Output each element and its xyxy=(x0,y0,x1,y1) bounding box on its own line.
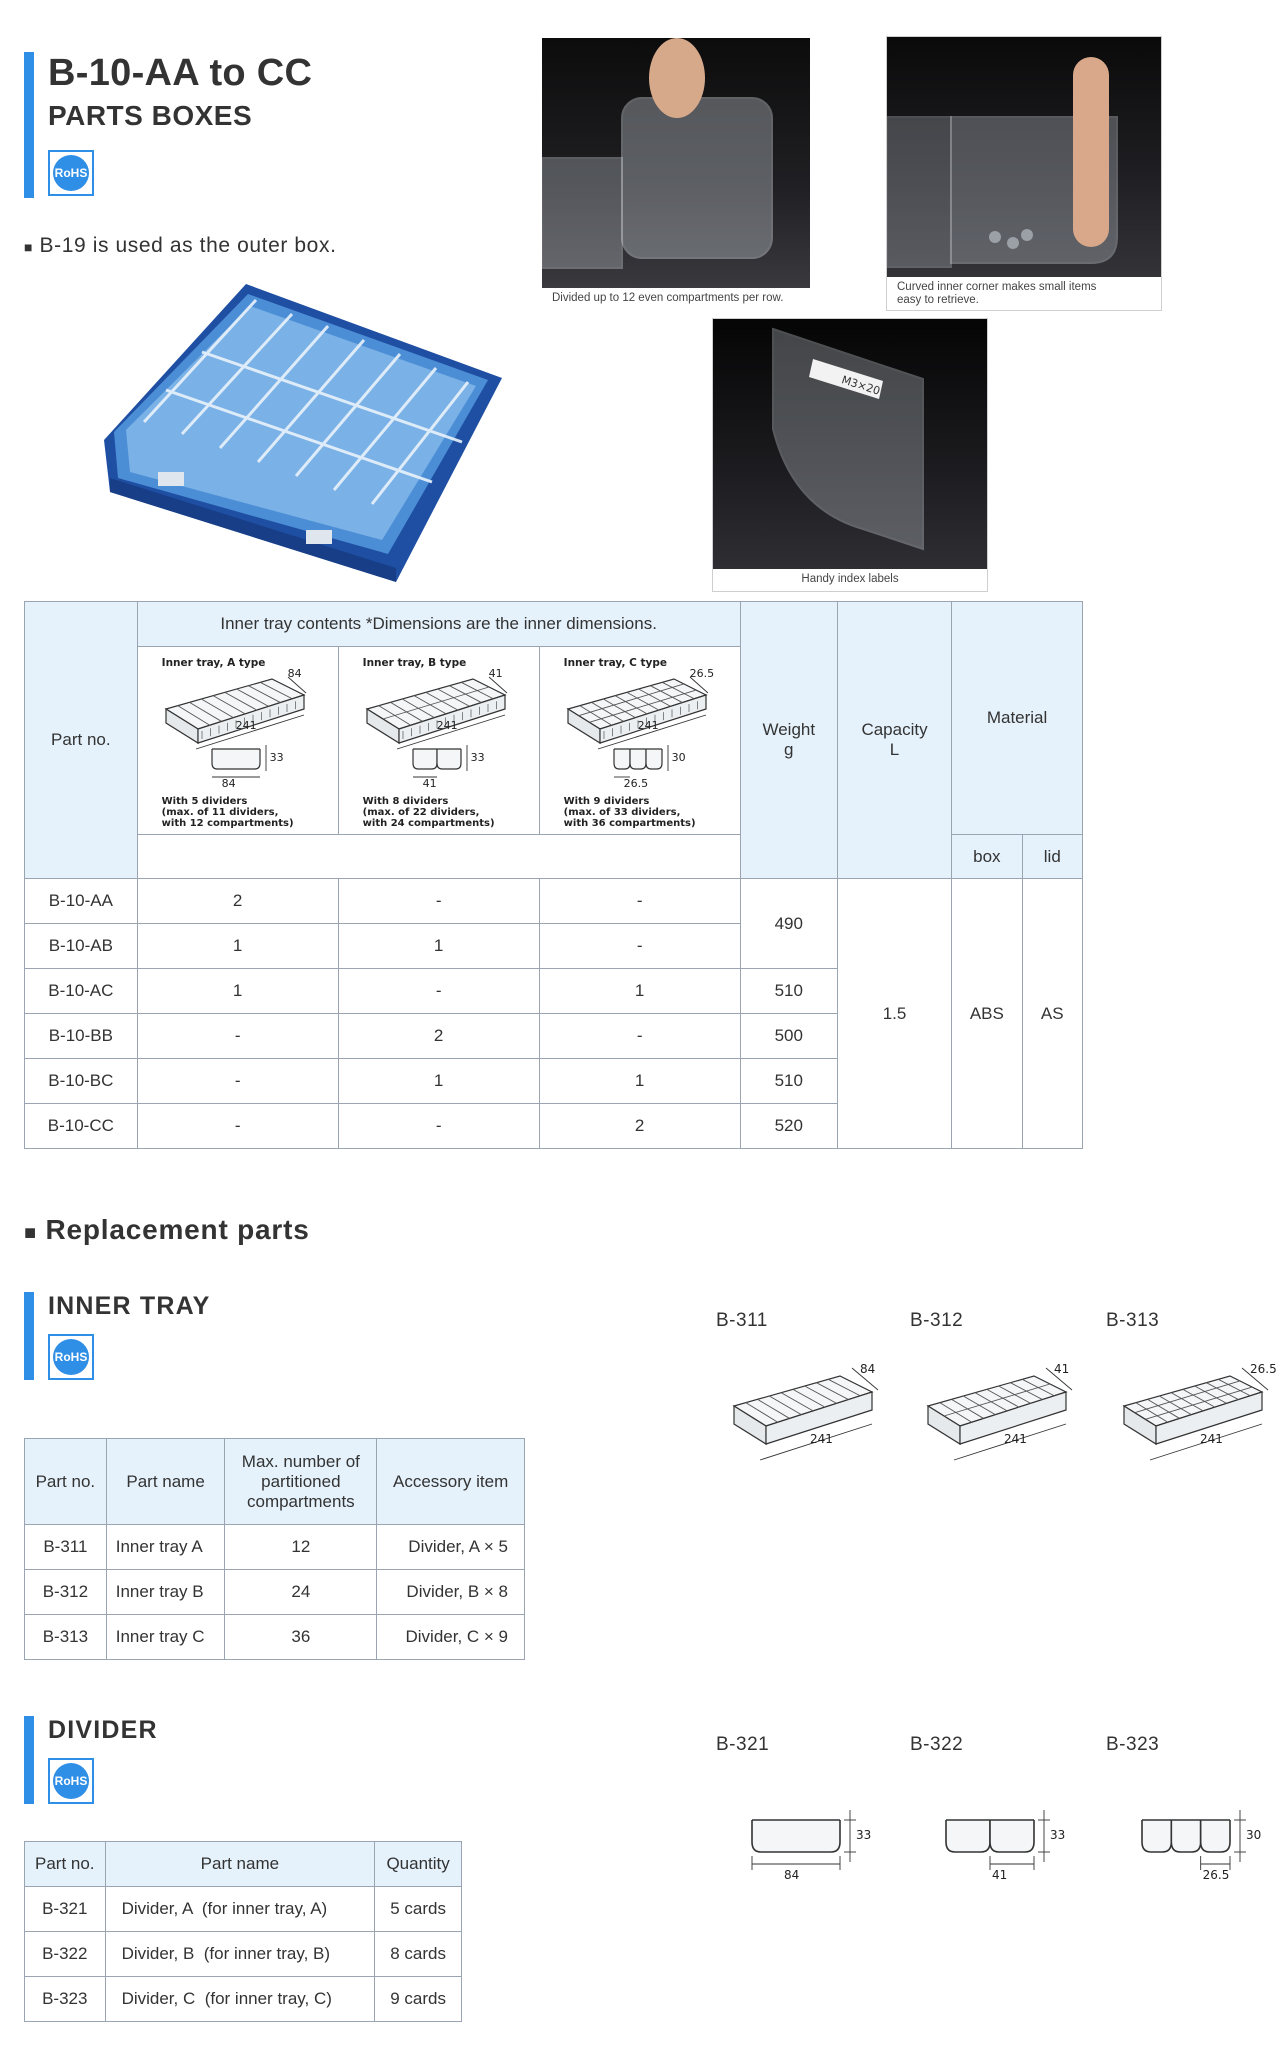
divider-qty: 9 cards xyxy=(375,1977,462,2022)
row-a: - xyxy=(137,1104,338,1149)
tray-type-title: Inner tray, C type xyxy=(563,657,667,669)
bullet-square-icon: ■ xyxy=(24,1222,37,1244)
photo-curved-corner xyxy=(886,36,1162,311)
tray-image-label: B-311 xyxy=(716,1310,768,1331)
rohs-icon xyxy=(48,1758,94,1804)
inner-tray-max: 24 xyxy=(225,1570,377,1615)
divider-image-label: B-323 xyxy=(1106,1734,1160,1755)
tray-length-dim: 241 xyxy=(436,719,458,732)
bullet-square-icon: ■ xyxy=(24,239,34,255)
header-capacity-label: Capacity xyxy=(861,720,928,739)
row-c: 1 xyxy=(539,1059,740,1104)
photo-curved-corner-caption-l2: easy to retrieve. xyxy=(897,294,979,306)
row-part: B-10-CC xyxy=(25,1104,138,1149)
row-b: - xyxy=(338,1104,539,1149)
divider-image-width-dim: 84 xyxy=(784,1868,800,1882)
divider-width-dim: 84 xyxy=(221,777,236,790)
inner-tray-name: Inner tray C xyxy=(106,1615,225,1660)
tray-image-width-dim: 84 xyxy=(860,1362,876,1376)
tray-image-label: B-312 xyxy=(910,1310,964,1331)
row-part: B-10-BB xyxy=(25,1014,138,1059)
row-part: B-10-AC xyxy=(25,969,138,1014)
tray-desc-line2: (max. of 22 dividers, xyxy=(362,807,480,818)
rohs-label: RoHS xyxy=(53,155,89,191)
inner-tray-accessory: Divider, A × 5 xyxy=(377,1525,525,1570)
header-material: Material xyxy=(952,602,1083,835)
replacement-section-title-text: Replacement parts xyxy=(45,1214,310,1245)
row-weight: 520 xyxy=(740,1104,837,1149)
inner-tray-part: B-312 xyxy=(25,1570,107,1615)
photo-curved-corner-image xyxy=(887,37,1161,277)
tray-type-b-cell xyxy=(338,647,539,835)
tray-type-diagram xyxy=(138,647,338,834)
header-capacity xyxy=(837,602,951,879)
tray-desc-line3: with 12 compartments) xyxy=(161,818,294,829)
header-part-no: Part no. xyxy=(25,602,138,879)
tray-width-dim: 84 xyxy=(287,667,302,680)
tray-image-length-dim: 241 xyxy=(1004,1432,1027,1446)
row-c: - xyxy=(539,1014,740,1059)
tray-type-a-cell xyxy=(137,647,338,835)
row-b: 1 xyxy=(338,1059,539,1104)
photo-compartments-image xyxy=(542,38,810,288)
row-c: - xyxy=(539,924,740,969)
tray-type-diagram xyxy=(339,647,539,834)
tray-type-title: Inner tray, A type xyxy=(161,657,266,669)
tray-length-dim: 241 xyxy=(637,719,659,732)
divider-height-dim: 33 xyxy=(269,751,284,764)
inner-tray-name: Inner tray B xyxy=(106,1570,225,1615)
divider-width-dim: 26.5 xyxy=(623,777,649,790)
row-b: 2 xyxy=(338,1014,539,1059)
row-b: - xyxy=(338,969,539,1014)
tray-desc-line3: with 24 compartments) xyxy=(362,818,495,829)
divider-header-name: Part name xyxy=(105,1842,375,1887)
divider-image-width-dim: 26.5 xyxy=(1202,1868,1230,1882)
row-part: B-10-AA xyxy=(25,879,138,924)
rohs-label: RoHS xyxy=(53,1763,89,1799)
divider-image-width-dim: 41 xyxy=(992,1868,1008,1882)
photo-compartments xyxy=(542,38,810,308)
row-b: 1 xyxy=(338,924,539,969)
divider-height-dim: 33 xyxy=(470,751,485,764)
row-weight: 510 xyxy=(740,969,837,1014)
main-spec-table xyxy=(24,601,1083,1149)
divider-part: B-321 xyxy=(25,1887,106,1932)
divider-qty: 8 cards xyxy=(375,1932,462,1977)
tray-width-dim: 41 xyxy=(488,667,503,680)
divider-title: DIVIDER xyxy=(48,1716,158,1744)
row-a: 2 xyxy=(137,879,338,924)
divider-image xyxy=(942,1808,1082,1888)
divider-part: B-323 xyxy=(25,1977,106,2022)
inner-tray-header-max: Max. number of partitioned compartments xyxy=(225,1439,377,1525)
inner-tray-title: INNER TRAY xyxy=(48,1292,211,1320)
row-weight: 510 xyxy=(740,1059,837,1104)
inner-tray-max: 36 xyxy=(225,1615,377,1660)
divider-image-height-dim: 33 xyxy=(856,1828,872,1842)
tray-type-c-cell xyxy=(539,647,740,835)
inner-tray-part: B-313 xyxy=(25,1615,107,1660)
inner-tray-header-accessory: Accessory item xyxy=(377,1439,525,1525)
box-material: ABS xyxy=(952,879,1022,1149)
divider-name: Divider, A (for inner tray, A) xyxy=(105,1887,375,1932)
parts-box-image xyxy=(96,282,506,584)
tray-type-diagram xyxy=(540,647,740,834)
inner-tray-accessory: Divider, C × 9 xyxy=(377,1615,525,1660)
divider-image-label: B-322 xyxy=(910,1734,964,1755)
row-c: - xyxy=(539,879,740,924)
row-c: 1 xyxy=(539,969,740,1014)
inner-tray-name: Inner tray A xyxy=(106,1525,225,1570)
divider-image-label: B-321 xyxy=(716,1734,770,1755)
row-a: 1 xyxy=(137,924,338,969)
divider-image-height-dim: 30 xyxy=(1246,1828,1262,1842)
tray-width-dim: 26.5 xyxy=(689,667,715,680)
title-accent-bar xyxy=(24,52,34,198)
header-weight-unit: g xyxy=(784,740,794,759)
tray-image-label: B-313 xyxy=(1106,1310,1160,1331)
page-title: B-10-AA to CC xyxy=(48,52,313,94)
divider-header-part: Part no. xyxy=(25,1842,106,1887)
photo-index-labels xyxy=(712,318,988,592)
inner-tray-part: B-311 xyxy=(25,1525,107,1570)
outer-box-note-text: B-19 is used as the outer box. xyxy=(39,234,337,257)
row-weight: 500 xyxy=(740,1014,837,1059)
rohs-label: RoHS xyxy=(53,1339,89,1375)
inner-tray-accent-bar xyxy=(24,1292,34,1380)
tray-desc-line3: with 36 compartments) xyxy=(563,818,696,829)
divider-name: Divider, B (for inner tray, B) xyxy=(105,1932,375,1977)
row-a: 1 xyxy=(137,969,338,1014)
photo-index-labels-caption: Handy index labels xyxy=(801,573,899,585)
photo-curved-corner-caption-l1: Curved inner corner makes small items xyxy=(897,281,1097,293)
tray-type-title: Inner tray, B type xyxy=(362,657,467,669)
inner-tray-table xyxy=(24,1438,525,1660)
tray-desc-line1: With 5 dividers xyxy=(161,796,248,807)
row-a: - xyxy=(137,1059,338,1104)
divider-table xyxy=(24,1841,462,2022)
rohs-icon xyxy=(48,1334,94,1380)
tray-image-length-dim: 241 xyxy=(1200,1432,1223,1446)
tray-image-width-dim: 41 xyxy=(1054,1362,1070,1376)
header-inner-tray: Inner tray contents *Dimensions are the inner dimensions. xyxy=(137,602,740,647)
inner-tray-accessory: Divider, B × 8 xyxy=(377,1570,525,1615)
tray-types-spacer xyxy=(137,835,740,879)
divider-part: B-322 xyxy=(25,1932,106,1977)
tray-desc-line2: (max. of 33 dividers, xyxy=(563,807,681,818)
divider-header-qty: Quantity xyxy=(375,1842,462,1887)
divider-name: Divider, C (for inner tray, C) xyxy=(105,1977,375,2022)
header-capacity-unit: L xyxy=(889,740,900,759)
inner-tray-image xyxy=(924,1362,1084,1472)
replacement-section-title xyxy=(24,1214,310,1246)
tray-image-length-dim: 241 xyxy=(810,1432,833,1446)
photo-index-labels-image xyxy=(713,319,987,569)
row-weight: 490 xyxy=(740,879,837,969)
divider-accent-bar xyxy=(24,1716,34,1804)
lid-material: AS xyxy=(1022,879,1082,1149)
divider-image-height-dim: 33 xyxy=(1050,1828,1066,1842)
tray-length-dim: 241 xyxy=(235,719,257,732)
divider-width-dim: 41 xyxy=(422,777,437,790)
header-weight-label: Weight xyxy=(762,720,816,739)
capacity-value: 1.5 xyxy=(837,879,951,1149)
page-subtitle: PARTS BOXES xyxy=(48,100,253,131)
tray-desc-line1: With 9 dividers xyxy=(563,796,650,807)
inner-tray-header-part: Part no. xyxy=(25,1439,107,1525)
row-c: 2 xyxy=(539,1104,740,1149)
outer-box-note xyxy=(24,234,337,258)
tray-desc-line2: (max. of 11 dividers, xyxy=(161,807,279,818)
row-a: - xyxy=(137,1014,338,1059)
inner-tray-max: 12 xyxy=(225,1525,377,1570)
divider-height-dim: 30 xyxy=(671,751,686,764)
inner-tray-image xyxy=(730,1362,890,1472)
row-b: - xyxy=(338,879,539,924)
tray-image-width-dim: 26.5 xyxy=(1250,1362,1277,1376)
divider-image xyxy=(1138,1808,1278,1888)
inner-tray-header-name: Part name xyxy=(106,1439,225,1525)
divider-image xyxy=(748,1808,888,1888)
inner-tray-image xyxy=(1120,1362,1278,1472)
rohs-icon xyxy=(48,150,94,196)
tray-desc-line1: With 8 dividers xyxy=(362,796,449,807)
row-part: B-10-BC xyxy=(25,1059,138,1104)
header-weight xyxy=(740,602,837,879)
index-label-tag: M3×20 xyxy=(839,373,882,398)
header-box: box xyxy=(952,835,1022,879)
row-part: B-10-AB xyxy=(25,924,138,969)
photo-compartments-caption: Divided up to 12 even compartments per row. xyxy=(552,292,784,304)
header-lid: lid xyxy=(1022,835,1082,879)
divider-qty: 5 cards xyxy=(375,1887,462,1932)
